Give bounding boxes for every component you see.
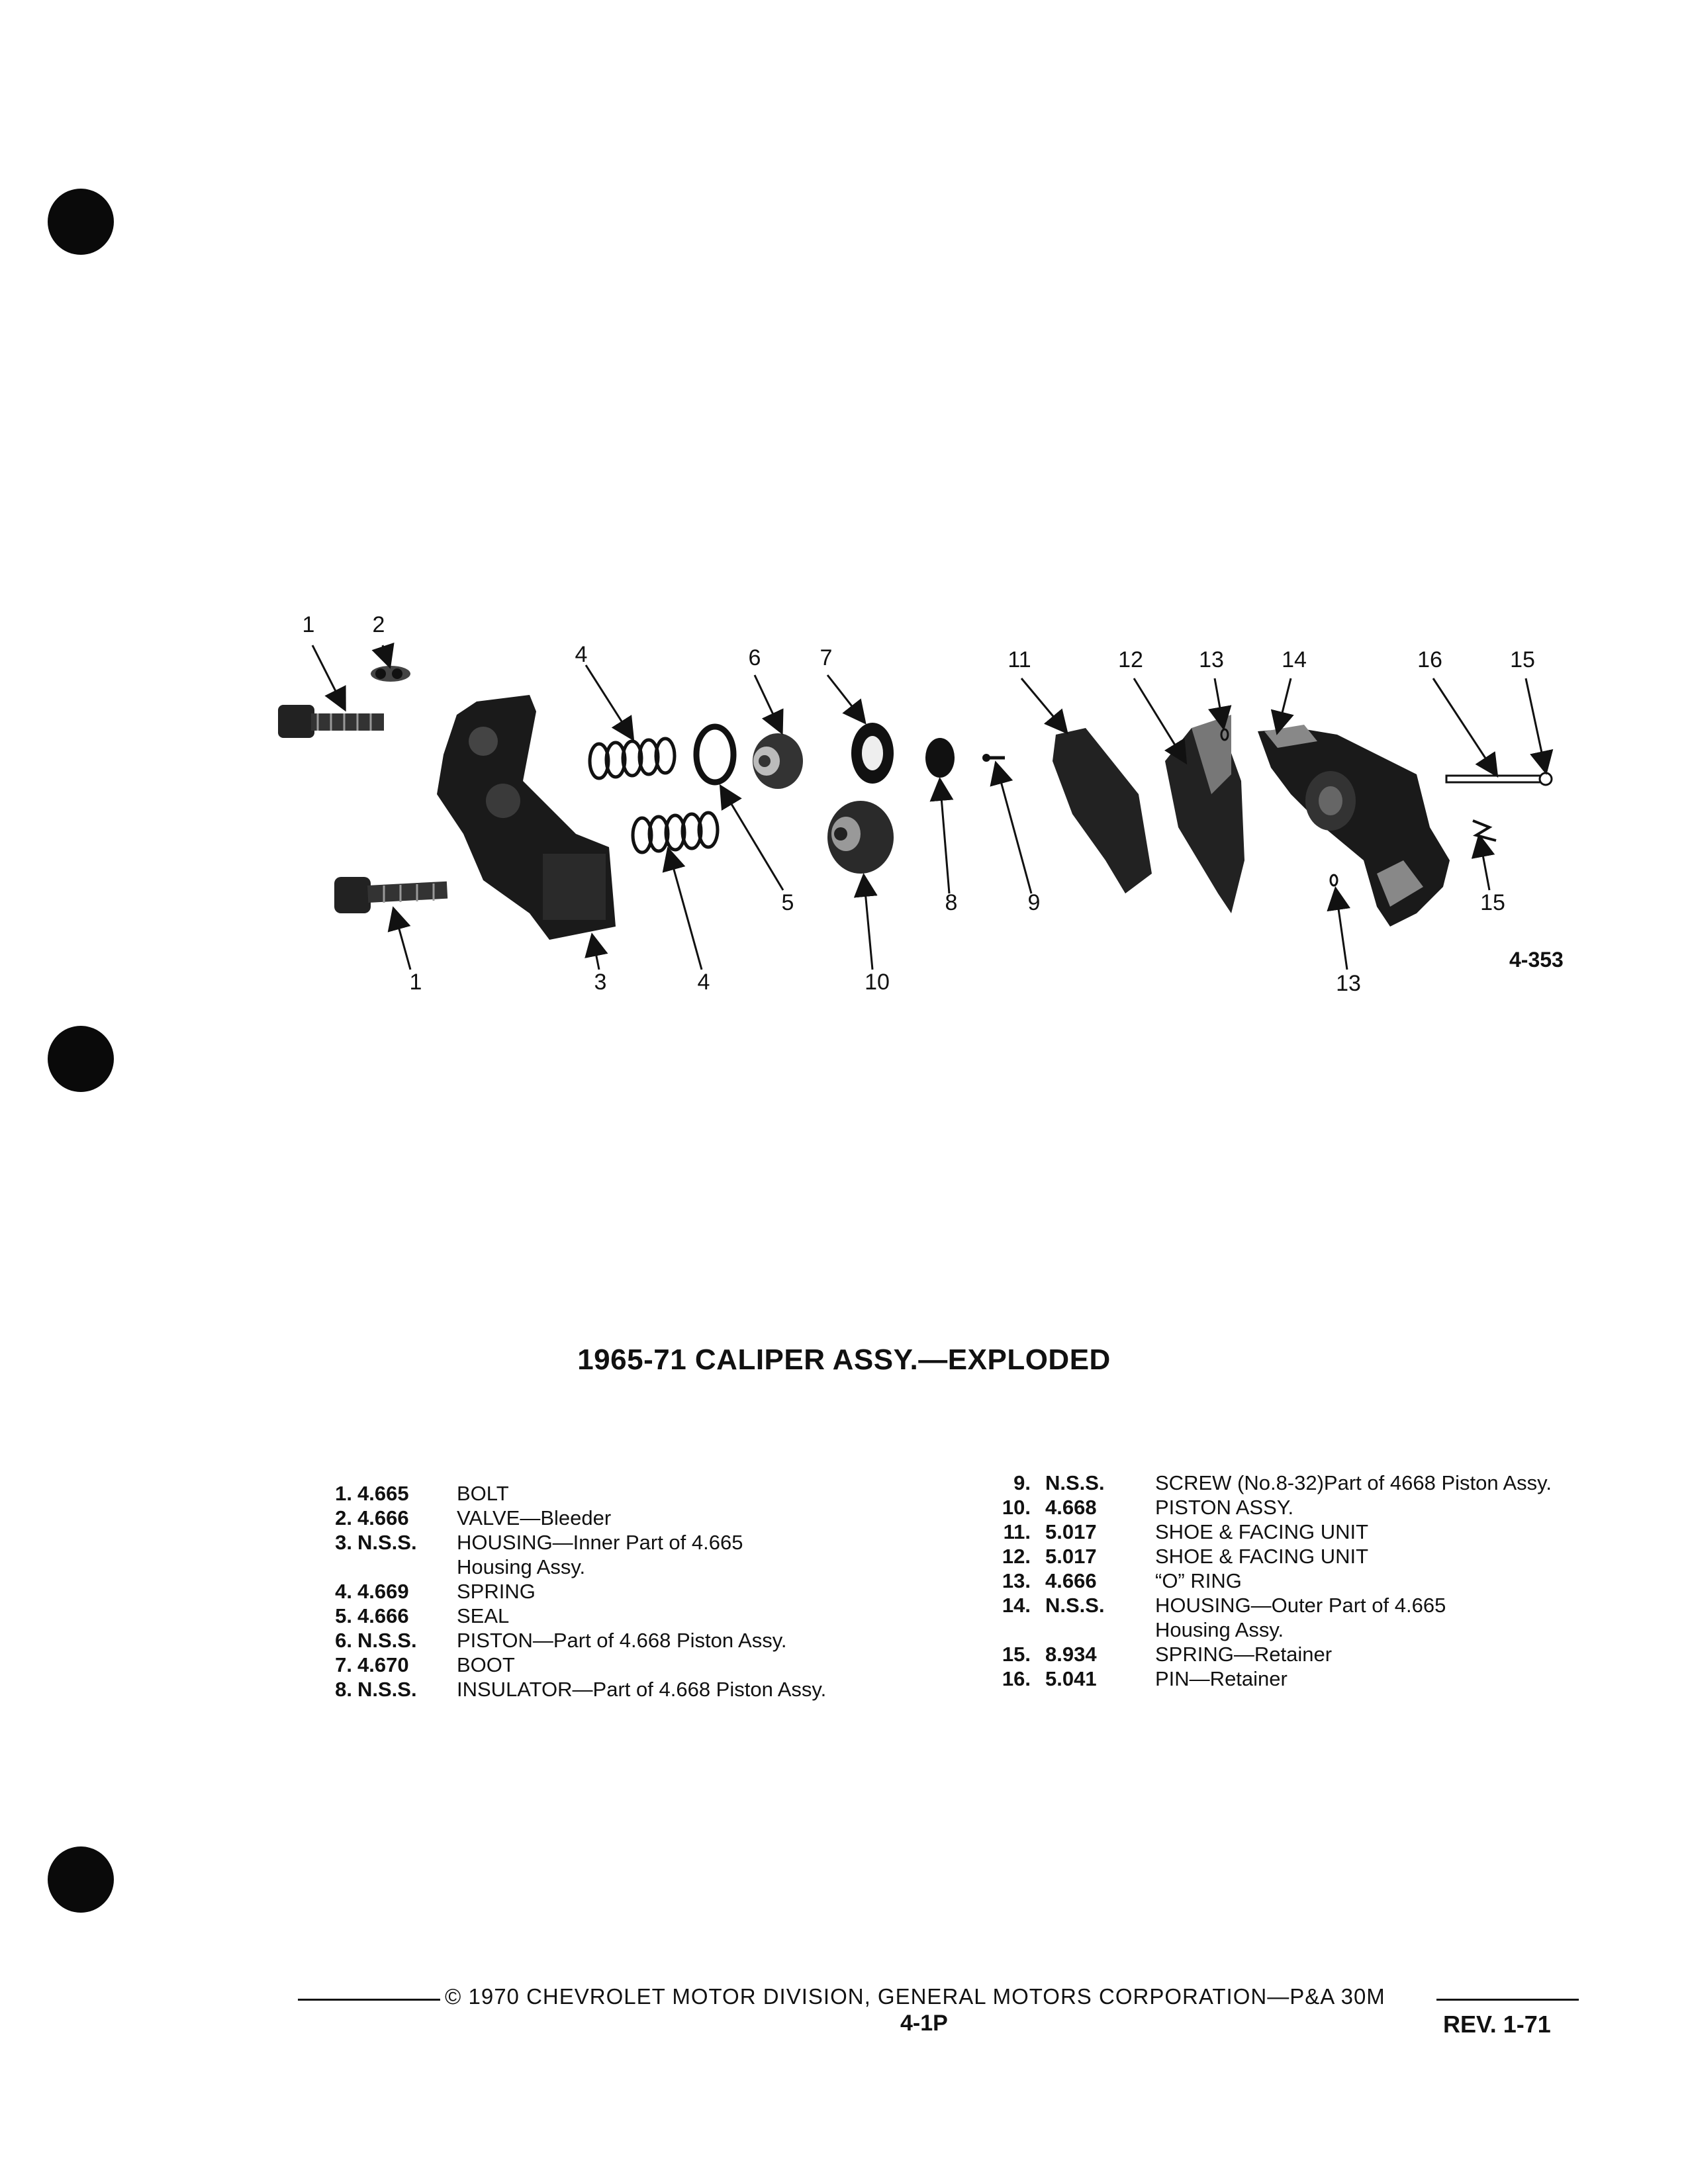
part-number: N.S.S. [357,1531,417,1554]
part-description: SHOE & FACING UNIT [1155,1545,1369,1568]
part-number: 4.669 [357,1580,409,1603]
part-description: SPRING [457,1580,536,1603]
parts-list-row-continuation [311,1555,907,1579]
parts-list-row [311,1604,907,1628]
parts-list-row [990,1520,1652,1544]
bleeder-valve [371,666,410,682]
part-number: 8.934 [1045,1643,1097,1666]
retainer-pin [1446,773,1552,785]
part-number: 4.666 [357,1506,409,1529]
item-number: 14. [1002,1594,1031,1617]
parts-list-row [311,1506,907,1530]
parts-list-row [990,1471,1652,1495]
parts-list-row [311,1628,907,1653]
bolt-top [278,705,384,738]
parts-list-row [311,1530,907,1555]
inner-housing [437,695,616,940]
binder-hole-bottom [48,1846,114,1913]
part-description: SPRING—Retainer [1155,1643,1333,1666]
callout-14: 14 [1282,647,1307,672]
callout-10: 10 [865,970,890,995]
item-number: 15. [1002,1643,1031,1666]
callout-9: 9 [1027,890,1041,915]
part-number: 4.666 [1045,1569,1097,1592]
footer-rule-right [1436,1999,1579,2001]
parts-list-row [990,1666,1652,1691]
item-number: 1. [335,1482,352,1505]
callout-11: 11 [1008,647,1031,672]
callout-13-top: 13 [1199,647,1224,672]
part-number: N.S.S. [1045,1471,1105,1494]
callout-4-bottom: 4 [697,970,710,995]
item-number: 2. [335,1506,352,1529]
item-number: 13. [1002,1569,1031,1592]
item-number: 11. [1003,1520,1031,1543]
parts-list-row [311,1481,907,1506]
item-number: 12. [1002,1545,1031,1568]
part-number: 4.665 [357,1482,409,1505]
item-number: 4. [335,1580,352,1603]
footer-rule-left [298,1999,440,2001]
parts-list-row [311,1677,907,1702]
item-number: 3. [335,1531,352,1554]
shoe-facing-unit-12 [1165,715,1244,913]
bolt-bottom [334,877,447,913]
item-number: 5. [335,1604,352,1627]
item-number: 16. [1002,1667,1031,1690]
part-description: “O” RING [1155,1569,1242,1592]
retainer-spring [1473,821,1496,841]
part-number: 4.666 [357,1604,409,1627]
callout-1-bottom: 1 [409,970,422,995]
callout-2: 2 [372,612,385,637]
callout-4-top: 4 [575,642,588,667]
spring-upper [590,739,675,778]
part-number: N.S.S. [1045,1594,1105,1617]
callout-3: 3 [594,970,607,995]
o-ring-lower [1331,875,1337,886]
shoe-facing-unit-11 [1053,728,1152,893]
page-number: 4-1P [900,2011,948,2036]
part-description-continued: Housing Assy. [457,1555,586,1578]
callout-5: 5 [781,890,794,915]
revision-label: REV. 1-71 [1443,2011,1551,2038]
callout-15-top: 15 [1510,647,1535,672]
part-description: PISTON—Part of 4.668 Piston Assy. [457,1629,787,1652]
part-description: SCREW (No.8-32)Part of 4668 Piston Assy. [1155,1471,1552,1494]
item-number: 9. [1013,1471,1031,1494]
part-description-continued: Housing Assy. [1155,1618,1284,1641]
callout-13-bottom: 13 [1336,971,1361,996]
parts-list-row [311,1653,907,1677]
callout-7: 7 [820,645,833,670]
parts-list-row [311,1579,907,1604]
callout-12: 12 [1118,647,1143,672]
callout-1-top: 1 [302,612,315,637]
item-number: 6. [335,1629,352,1652]
boot [851,723,894,784]
exploded-caliper-diagram [0,0,1688,1032]
piston-assembly [827,801,894,874]
page-title: 1965-71 CALIPER ASSY.—EXPLODED [577,1343,1111,1376]
binder-hole-middle [48,1026,114,1092]
part-description: HOUSING—Outer Part of 4.665 [1155,1594,1446,1617]
part-description: HOUSING—Inner Part of 4.665 [457,1531,743,1554]
parts-list-row [990,1569,1652,1593]
part-description: PISTON ASSY. [1155,1496,1294,1519]
outer-housing [1258,725,1450,927]
seal-ring [696,727,733,782]
item-number: 8. [335,1678,352,1701]
part-description: INSULATOR—Part of 4.668 Piston Assy. [457,1678,827,1701]
callout-6: 6 [748,645,761,670]
copyright-notice: © 1970 CHEVROLET MOTOR DIVISION, GENERAL MOTORS CORPORATION—P&A 30M [445,1984,1385,2009]
part-description: VALVE—Bleeder [457,1506,612,1529]
part-number: 5.017 [1045,1545,1097,1568]
parts-list-left [311,1481,907,1702]
parts-list-row [990,1593,1652,1617]
part-number: N.S.S. [357,1629,417,1652]
figure-number: 4-353 [1509,948,1564,972]
piston [753,733,803,789]
part-number: 5.017 [1045,1520,1097,1543]
part-description: BOOT [457,1653,515,1676]
part-number: N.S.S. [357,1678,417,1701]
item-number: 10. [1002,1496,1031,1519]
callout-15-bottom: 15 [1480,890,1505,915]
part-description: SEAL [457,1604,510,1627]
callout-8: 8 [945,890,958,915]
parts-list-row [990,1642,1652,1666]
part-description: PIN—Retainer [1155,1667,1288,1690]
part-number: 5.041 [1045,1667,1097,1690]
insulator [925,738,955,778]
parts-list-right [990,1471,1652,1691]
item-number: 7. [335,1653,352,1676]
screw [982,754,1005,762]
parts-list-row [990,1544,1652,1569]
callout-16: 16 [1417,647,1442,672]
part-description: BOLT [457,1482,509,1505]
part-number: 4.670 [357,1653,409,1676]
parts-list-row [990,1495,1652,1520]
part-description: SHOE & FACING UNIT [1155,1520,1369,1543]
spring-lower [633,813,718,852]
part-number: 4.668 [1045,1496,1097,1519]
parts-list-row-continuation [990,1617,1652,1642]
